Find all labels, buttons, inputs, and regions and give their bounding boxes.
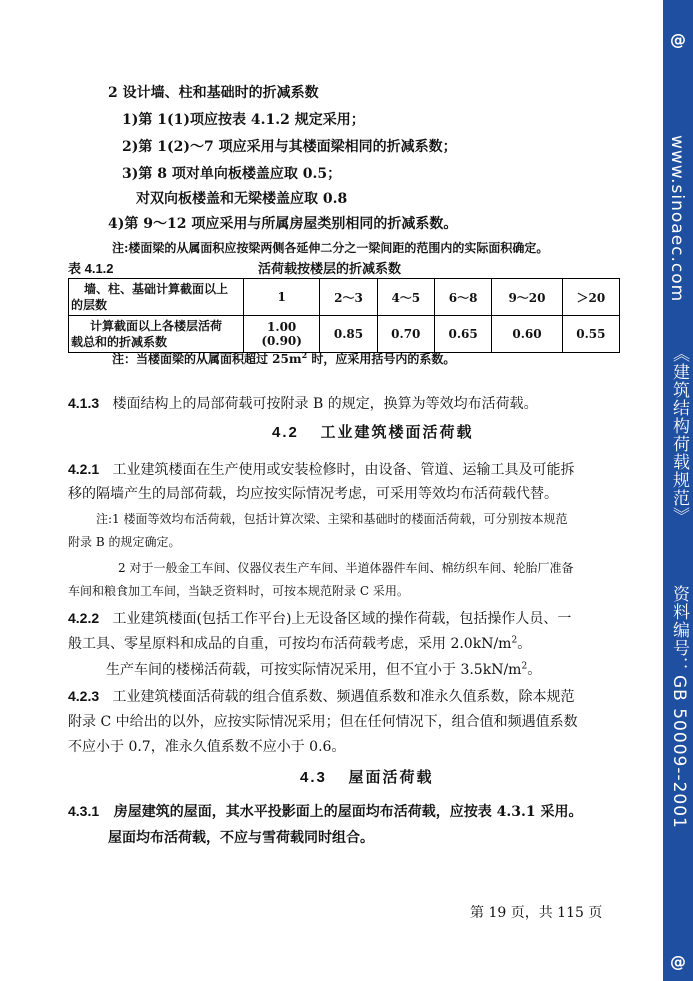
section-2-note: 注:楼面梁的从属面积应按梁两侧各延伸二分之一梁间距的范围内的实际面积确定。 [112,241,549,255]
clause-number: 4.2.1 [68,461,100,477]
list-item-2: 2)第 1(2)～7 项应采用与其楼面梁相同的折减系数； [122,139,457,155]
row1-head-b: 的层数 [71,298,108,312]
superscript: 2 [521,661,528,672]
table-row-header [69,316,244,353]
sidebar-at-bottom: @ [670,952,686,971]
text-b: 。 [527,662,542,678]
section-heading-4-2 [272,421,474,442]
reduction-table [68,278,620,353]
table-row [69,279,620,316]
table-note [112,350,455,367]
clause-4-1-3 [68,393,538,413]
table-cell: 9～20 [492,279,562,316]
row2-head-a: 计算截面以上各楼层活荷 [89,319,222,333]
row1-head-a: 墙、柱、基础计算截面以上 [83,282,228,296]
clause-number: 4.1.3 [68,395,100,411]
text-a: 般工具、零星原料和成品的自重，可按均布活荷载考虑，采用 2.0kN/m [68,636,512,652]
page-number: 第 19 页，共 115 页 [470,905,603,921]
table-cell [244,316,320,353]
table-row-header [69,279,244,316]
table-cell: 4～5 [377,279,434,316]
sidebar-url: www.sinoaec.com [667,135,687,303]
table-cell: 6～8 [434,279,491,316]
clause-4-2-1 [68,459,575,479]
heading-title: 工业建筑楼面活荷载 [320,423,474,441]
table-label: 表 4.1.2 [68,261,114,276]
heading-title: 屋面活荷载 [348,768,434,786]
table-cell: 0.60 [492,316,562,353]
clause-text-line: 移的隔墙产生的局部荷载，均应按实际情况考虑，可采用等效均布活荷载代替。 [68,486,558,502]
row2-head-b: 载总和的折减系数 [71,335,168,349]
text-a: 生产车间的楼梯活荷载，可按实际情况采用，但不宜小于 3.5kN/m [106,662,522,678]
table-note-sup: 2 [301,350,308,360]
table-row [69,316,620,353]
sidebar-code: 资料编号：GB 50009--2001 [669,585,689,829]
clause-4-2-3 [68,686,575,706]
heading-number: 4.3 [300,769,327,786]
clause-number: 4.2.2 [68,610,100,626]
section-heading-4-3 [300,766,434,787]
sidebar-at-top: @ [670,30,686,49]
clause-text-line [106,659,541,679]
clause-text-line: 工业建筑楼面(包括工作平台)上无设备区域的操作荷载，包括操作人员、一 [112,611,572,627]
clause-text-line: 不应小于 0.7，准永久值系数不应小于 0.6。 [68,739,346,755]
list-item-4: 4)第 9～12 项应采用与所属房屋类别相同的折减系数。 [108,216,458,232]
clause-text-line: 工业建筑楼面在生产使用或安装检修时，由设备、管道、运输工具及可能拆 [112,462,575,478]
table-cell: 0.85 [320,316,377,353]
list-item-1: 1)第 1(1)项应按表 4.1.2 规定采用； [122,112,365,128]
list-item-3-cont: 对双向板楼盖和无梁楼盖应取 0.8 [136,191,348,207]
row2-value-1-alt: (0.90) [261,334,302,348]
table-cell: 0.70 [377,316,434,353]
table-caption: 活荷载按楼层的折减系数 [258,262,402,277]
heading-number: 4.2 [272,424,299,441]
row2-value-1: 1.00 [267,320,297,334]
text-b: 。 [517,636,532,652]
list-item-3: 3)第 8 项对单向板楼盖应取 0.5； [122,166,342,182]
note-1-line-1: 注:1 楼面等效均布活荷载，包括计算次梁、主梁和基础时的楼面活荷载，可分别按本规范 [96,512,568,526]
note-2-line-1: 2 对于一般金工车间、仪器仪表生产车间、半道体器件车间、棉纺织车间、轮胎厂准备 [118,561,574,575]
clause-text: 楼面结构上的局部荷载可按附录 B 的规定，换算为等效均布活荷载。 [112,396,538,412]
clause-text-line: 屋面均布活荷载，不应与雪荷载同时组合。 [108,830,374,846]
clause-4-2-2 [68,608,571,628]
clause-text-line: 房屋建筑的屋面，其水平投影面上的屋面均布活荷载，应按表 4.3.1 采用。 [113,804,583,820]
table-cell: ＞20 [562,279,619,316]
clause-text-line: 工业建筑楼面活荷载的组合值系数、频遇值系数和准永久值系数，除本规范 [112,689,575,705]
clause-number: 4.3.1 [68,803,100,819]
clause-text-line [68,633,531,653]
clause-4-3-1 [68,801,582,821]
note-2-line-2: 车间和粮食加工车间，当缺乏资料时，可按本规范附录 C 采用。 [68,584,409,598]
table-cell: 1 [244,279,320,316]
table-note-b: 时，应采用括号内的系数。 [307,352,456,366]
table-cell: 0.55 [562,316,619,353]
table-note-a: 注：当楼面梁的从属面积超过 25m [112,352,302,366]
table-cell: 0.65 [434,316,491,353]
superscript: 2 [511,635,518,646]
note-1-line-2: 附录 B 的规定确定。 [68,535,181,549]
section-2-title: 2 设计墙、柱和基础时的折减系数 [108,85,319,101]
clause-text-line: 附录 C 中给出的以外，应按实际情况采用；但在任何情况下，组合值和频遇值系数 [68,714,578,730]
clause-number: 4.2.3 [68,688,100,704]
sidebar-strip [663,0,693,981]
sidebar-book-title: 《建筑结构荷载规范》 [669,345,689,525]
table-cell: 2～3 [320,279,377,316]
